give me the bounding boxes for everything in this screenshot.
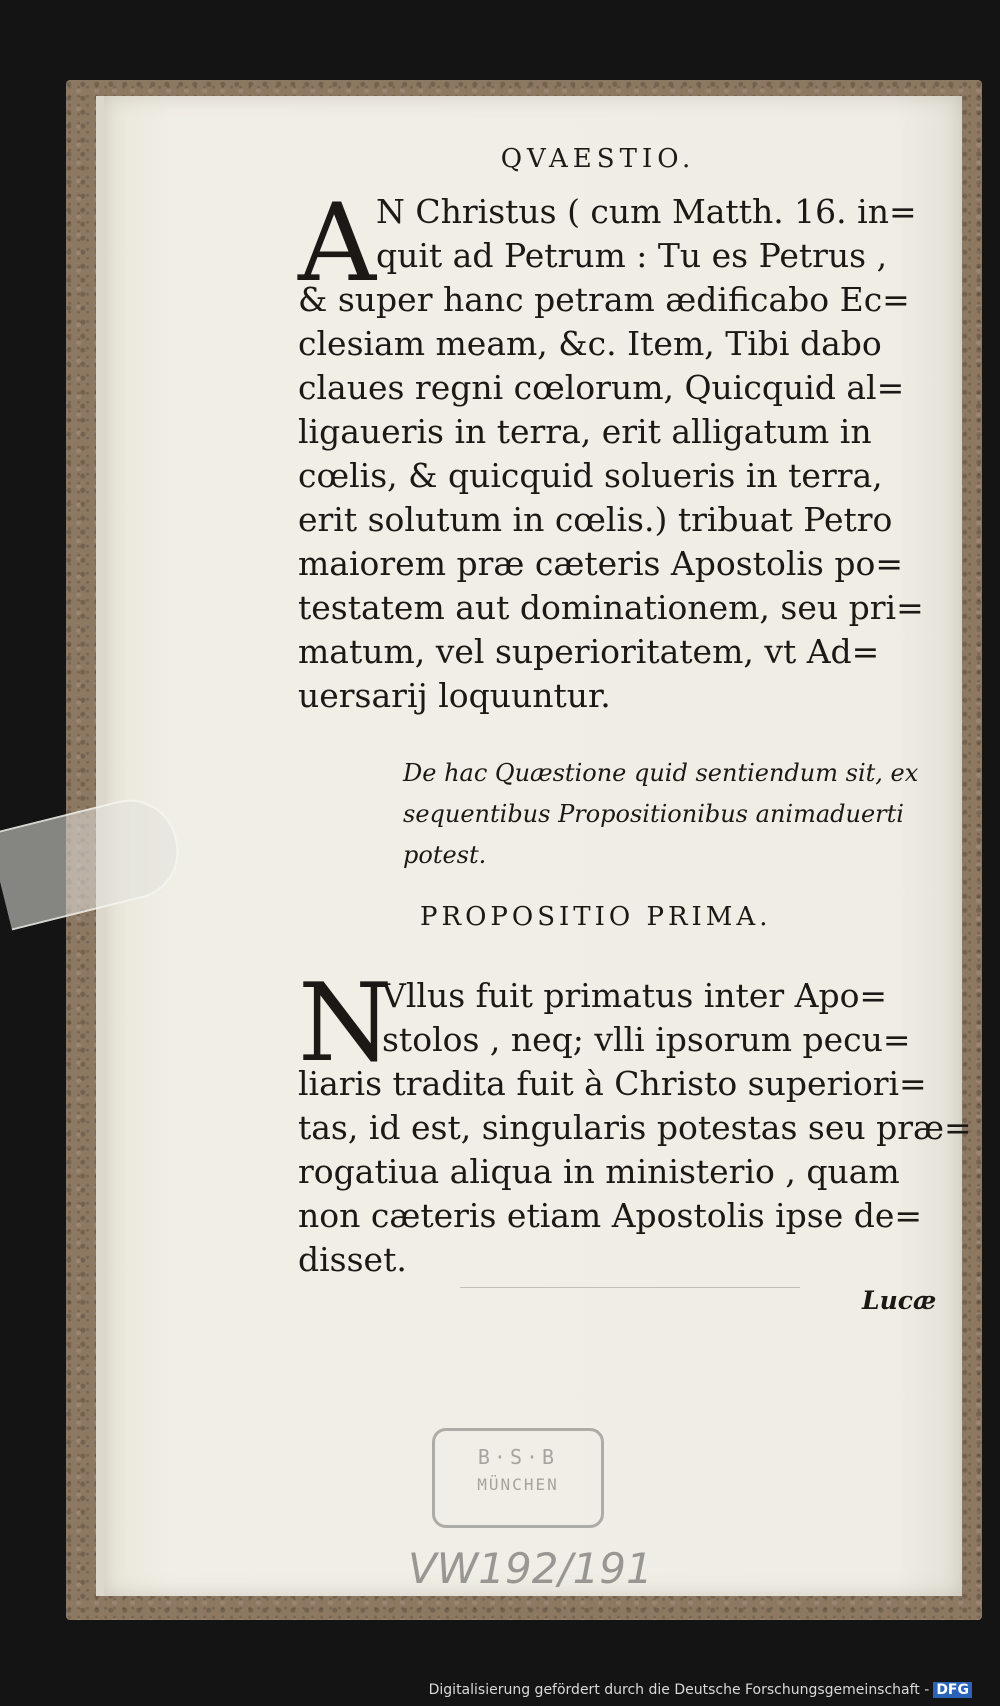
shelfmark: VW192/191: [408, 1544, 653, 1593]
dropcap-n: N: [298, 961, 393, 1086]
catchword: Lucæ: [862, 1286, 937, 1315]
proposition-line: liaris tradita fuit à Christo superiori=: [298, 1064, 927, 1103]
proposition-heading: PROPOSITIO PRIMA.: [420, 902, 772, 932]
proposition-line: stolos , neq; vlli ipsorum pecu=: [382, 1020, 911, 1059]
question-line: claues regni cœlorum, Quicquid al=: [298, 368, 905, 407]
question-line: quit ad Petrum : Tu es Petrus ,: [376, 236, 888, 275]
question-line: erit solutum in cœlis.) tribuat Petro: [298, 500, 893, 539]
question-line: maiorem præ cæteris Apostolis po=: [298, 544, 903, 583]
proposition-line: non cæteris etiam Apostolis ipse de=: [298, 1196, 923, 1235]
question-line: testatem aut dominationem, seu pri=: [298, 588, 924, 627]
proposition-line: disset.: [298, 1240, 407, 1279]
footer: [429, 1682, 972, 1698]
proposition-paragraph-head: [382, 974, 928, 1062]
proposition-line: rogatiua aliqua in ministerio , quam: [298, 1152, 900, 1191]
running-head: QVAESTIO.: [500, 144, 696, 174]
note-paragraph: [403, 753, 923, 876]
question-line: uersarij loquuntur.: [298, 676, 611, 715]
footer-text: Digitalisierung gefördert durch die Deutsche Forschungsgemeinschaft -: [428, 1682, 930, 1698]
note-line: De hac Quæstione quid sentiendum sit, ex: [403, 759, 919, 787]
library-stamp: [432, 1428, 604, 1528]
note-line: sequentibus Propositionibus animaduerti: [403, 800, 904, 828]
stamp-line-1: B·S·B: [477, 1445, 559, 1469]
note-line: potest.: [403, 841, 487, 869]
question-paragraph-head: [376, 190, 926, 278]
stamp-line-2: MÜNCHEN: [477, 1475, 559, 1494]
proposition-line: tas, id est, singularis potestas seu præ=: [298, 1108, 972, 1147]
question-line: & super hanc petram ædificabo Ec=: [298, 280, 910, 319]
question-line: ligaueris in terra, erit alligatum in: [298, 412, 872, 451]
dfg-logo: DFG: [933, 1682, 972, 1698]
question-line: clesiam meam, &c. Item, Tibi dabo: [298, 324, 882, 363]
question-line: cœlis, & quicquid solueris in terra,: [298, 456, 883, 495]
question-line: N Christus ( cum Matth. 16. in=: [376, 192, 917, 231]
question-line: matum, vel superioritatem, vt Ad=: [298, 632, 880, 671]
proposition-paragraph: [298, 1062, 972, 1282]
proposition-line: Vllus fuit primatus inter Apo=: [382, 976, 888, 1015]
question-paragraph: [298, 278, 928, 718]
dropcap-a: A: [298, 181, 376, 306]
separator-rule: [460, 1287, 800, 1288]
